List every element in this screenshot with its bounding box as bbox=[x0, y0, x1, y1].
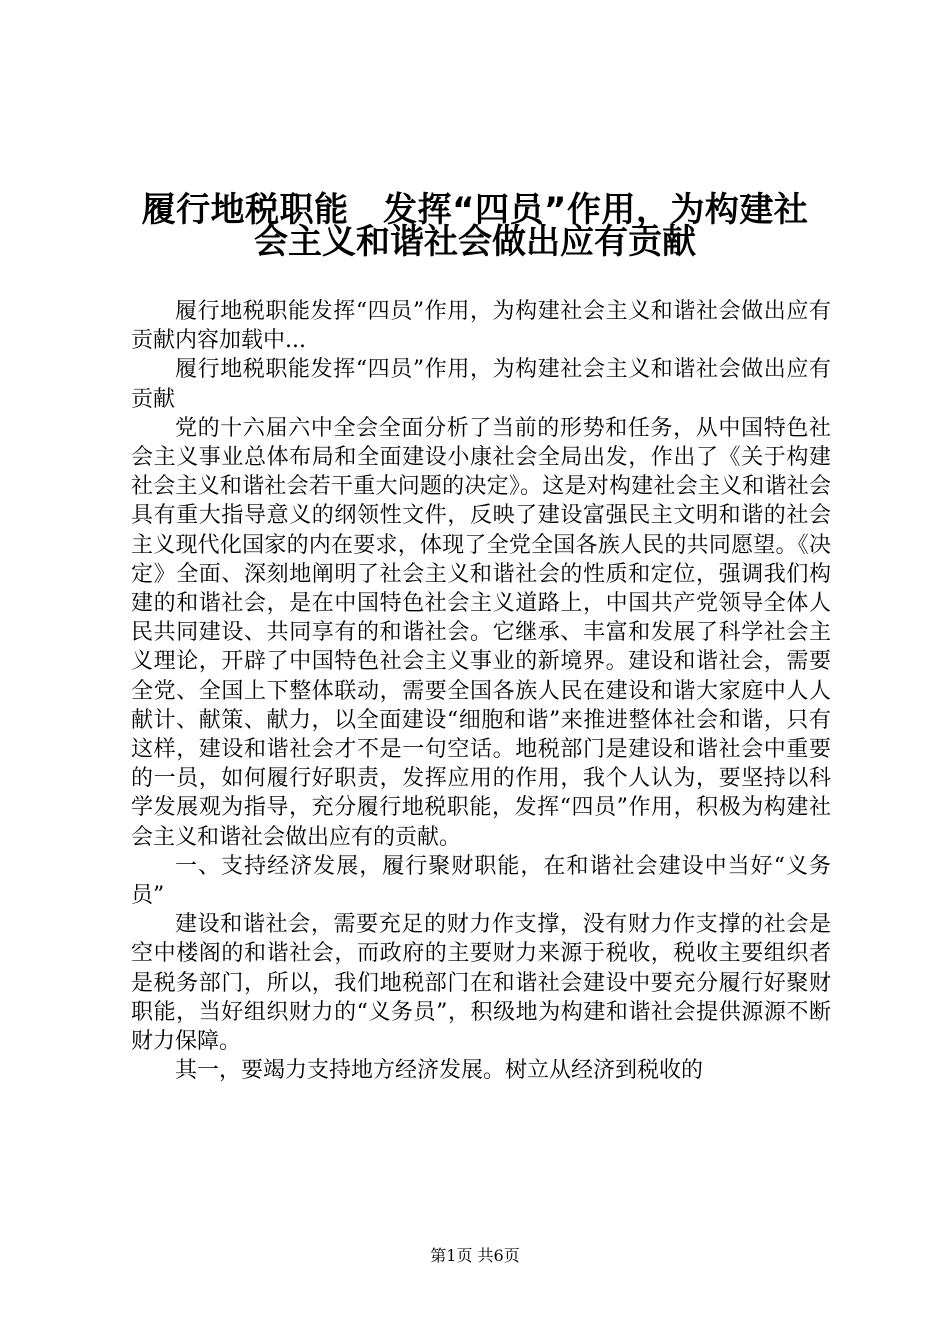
page-number-footer: 第1页 共6页 bbox=[430, 1246, 520, 1265]
paragraph: 其一，要竭力支持地方经济发展。树立从经济到税收的 bbox=[175, 1058, 704, 1084]
paragraph: 建设和谐社会，需要充足的财力作支撑，没有财力作支撑的社会是空中楼阁的和谐社会，而政府的主要财力来源于税收，税收主要组织者是税务部门，所以，我们地税部门在和谐社会建设中要充分履行好聚财职能，当好组织财力的“义务员”，积级地为构建和谐社会提供源源不断财力保障。 bbox=[131, 912, 831, 1055]
paragraph: 党的十六届六中全会全面分析了当前的形势和任务，从中国特色社会主义事业总体布局和全面建设小康社会全局出发，作出了《关于构建社会主义和谐社会若干重大问题的决定》。这是对构建社会主义和谐社会具有重大指导意义的纲领性文件，反映了建设富强民主文明和谐的社会主义现代化国家的内在要求，体现了全党全国各族人民的共同愿望。《决定》全面、深刻地阐明了社会主义和谐社会的性质和定位，强调我们构建的和谐社会，是在中国特色社会主义道路上，中国共产党领导全体人民共同建设、共同享有的和谐社会。它继承、丰富和发展了科学社会主义理论，开辟了中国特色社会主义事业的新境界。建设和谐社会，需要全党、全国上下整体联动，需要全国各族人民在建设和谐大家庭中人人献计、献策、献力，以全面建设“细胞和谐”来推进整体社会和谐，只有这样，建设和谐社会才不是一句空话。地税部门是建设和谐社会中重要的一员，如何履行好职责，发挥应用的作用，我个人认为，要坚持以科学发展观为指导，充分履行地税职能，发挥“四员”作用，积极为构建社会主义和谐社会做出应有的贡献。 bbox=[131, 415, 831, 850]
paragraph: 履行地税职能发挥“四员”作用，为构建社会主义和谐社会做出应有贡献 bbox=[131, 357, 831, 412]
document-title-line-2: 会主义和谐社会做出应有贡献 bbox=[254, 222, 696, 262]
document-title-line-1: 履行地税职能 发挥“四员”作用，为构建社 bbox=[141, 190, 809, 230]
section-heading: 一、支持经济发展，履行聚财职能，在和谐社会建设中当好“义务员” bbox=[131, 853, 831, 909]
document-body bbox=[131, 297, 831, 1085]
paragraph: 履行地税职能发挥“四员”作用，为构建社会主义和谐社会做出应有贡献内容加载中... bbox=[131, 299, 831, 354]
